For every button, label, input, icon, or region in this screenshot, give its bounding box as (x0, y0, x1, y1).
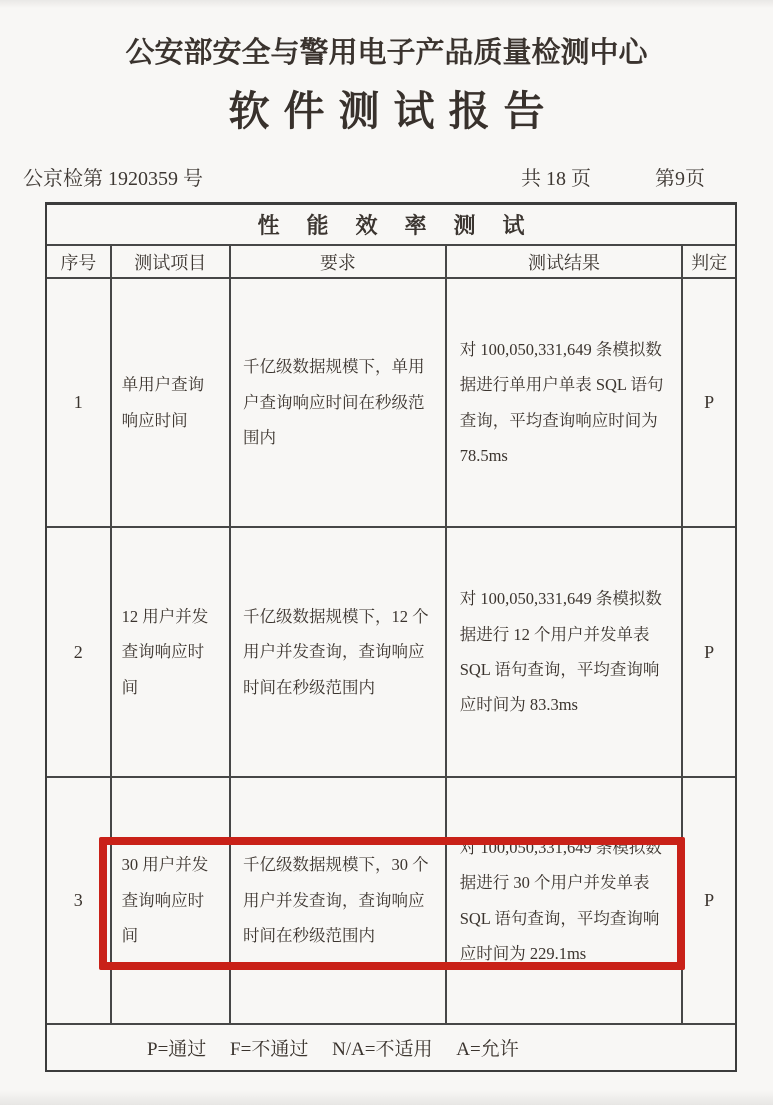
table-caption: 性能效率测试 (257, 213, 552, 238)
row-index: 3 (73, 890, 83, 910)
table-row (47, 528, 735, 778)
column-header-requirement (231, 246, 447, 277)
requirement-text: 千亿级数据规模下，30 个用户并发查询，查询响应时间在秒级范围内 (242, 855, 429, 946)
column-header-item (112, 246, 231, 277)
verdict-cell (683, 279, 735, 526)
result-cell (447, 279, 684, 526)
column-header-index (47, 246, 112, 277)
test-item-cell (112, 778, 231, 1023)
test-item-cell (112, 279, 231, 526)
verdict-text: P (704, 641, 715, 662)
table-caption-row (47, 205, 735, 246)
legend-row (47, 1025, 735, 1069)
pages-total: 共 18 页 (521, 168, 591, 190)
doc-number: 公京检第 1920359 号 (23, 168, 203, 190)
row-index-cell (47, 778, 112, 1023)
test-item-text: 12 用户并发查询响应时间 (121, 606, 209, 697)
result-cell (447, 528, 684, 776)
column-header-label: 测试项目 (134, 252, 207, 273)
meta-line (0, 162, 773, 190)
verdict-cell (683, 528, 735, 776)
row-index: 1 (73, 392, 83, 412)
test-item-text: 单用户查询响应时间 (121, 375, 205, 430)
result-text: 对 100,050,331,649 条模拟数据进行单用户单表 SQL 语句查询，平均查询响应时间为 78.5ms (459, 339, 664, 465)
requirement-cell (231, 279, 447, 526)
test-item-cell (112, 528, 231, 776)
column-header-label: 判定 (691, 252, 728, 273)
requirement-cell (231, 778, 447, 1023)
result-text: 对 100,050,331,649 条模拟数据进行 12 个用户并发单表 SQL 语句查询，平均查询响应时间为 83.3ms (459, 589, 662, 715)
report-title: 软件测试报告 (228, 88, 559, 134)
table-header-row (47, 246, 735, 279)
column-header-label: 要求 (319, 252, 356, 273)
requirement-text: 千亿级数据规模下，单用户查询响应时间在秒级范围内 (242, 357, 425, 448)
verdict-text: P (704, 890, 715, 910)
requirement-text: 千亿级数据规模下，12 个用户并发查询，查询响应时间在秒级范围内 (242, 606, 429, 697)
column-header-label: 序号 (60, 252, 97, 273)
row-index-cell (47, 279, 112, 526)
column-header-result (447, 246, 684, 277)
table-row-highlighted (47, 778, 735, 1025)
page-current: 第9页 (655, 168, 705, 190)
result-text: 对 100,050,331,649 条模拟数据进行 30 个用户并发单表 SQL 语句查询，平均查询响应时间为 229.1ms (459, 837, 662, 963)
column-header-label: 测试结果 (528, 252, 600, 273)
row-index-cell (47, 528, 112, 776)
legend-text: P=通过 F=不通过 N/A=不适用 A=允许 (147, 1038, 519, 1060)
verdict-cell (683, 778, 735, 1023)
table-row (47, 279, 735, 528)
row-index: 2 (73, 641, 83, 662)
column-header-verdict (683, 246, 735, 277)
requirement-cell (231, 528, 447, 776)
org-title: 公安部安全与警用电子产品质量检测中心 (125, 37, 648, 69)
verdict-text: P (704, 392, 715, 412)
performance-test-table (45, 202, 737, 1072)
result-cell (447, 778, 684, 1023)
test-item-text: 30 用户并发查询响应时间 (121, 855, 209, 946)
